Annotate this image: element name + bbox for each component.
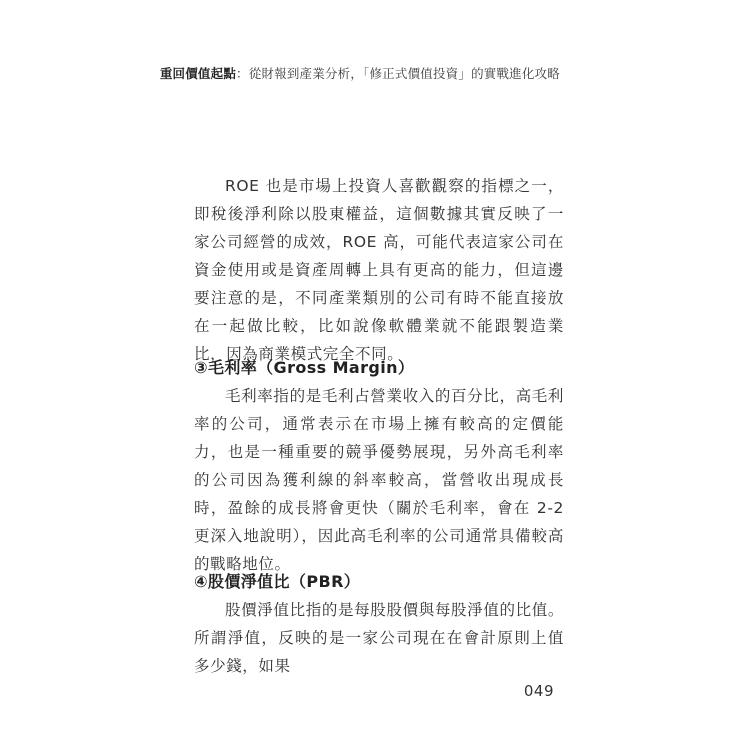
pbr-heading: ④股價淨值比（PBR）	[194, 572, 361, 591]
roe-paragraph: ROE 也是市場上投資人喜歡觀察的指標之一，即稅後淨利除以股東權益，這個數據其實反映了一家公司經營的成效，ROE 高，可能代表這家公司在資金使用或是資產周轉上具有更高的能力，但這邊要注意的是，不同產業類別的公司有時不能直接放在一起做比較，比如說像軟體業就不能跟製造業比，因為商業模式完全不同。	[194, 177, 564, 363]
header-separator: ：	[236, 66, 249, 81]
book-subtitle: 從財報到產業分析，「修正式價值投資」的實戰進化攻略	[248, 66, 560, 81]
gross-margin-heading: ③毛利率（Gross Margin）	[194, 358, 415, 377]
gross-margin-paragraph: 毛利率指的是毛利占營業收入的百分比，高毛利率的公司，通常表示在市場上擁有較高的定價能力，也是一種重要的競爭優勢展現，另外高毛利率的公司因為獲利線的斜率較高，當營收出現成長時，盈餘的成長將會更快（關於毛利率，會在 2-2 更深入地說明），因此高毛利率的公司通常具備較高的戰略地位。	[194, 387, 564, 573]
running-header	[160, 64, 560, 82]
pbr-paragraph: 股價淨值比指的是每股股價與每股淨值的比值。所謂淨值，反映的是一家公司現在在會計原則上值多少錢，如果	[194, 601, 564, 675]
page-number: 049	[523, 682, 554, 700]
roe-section	[194, 172, 564, 368]
book-title: 重回價值起點	[159, 66, 237, 81]
pbr-section	[194, 568, 564, 680]
gross-margin-section	[194, 354, 564, 578]
